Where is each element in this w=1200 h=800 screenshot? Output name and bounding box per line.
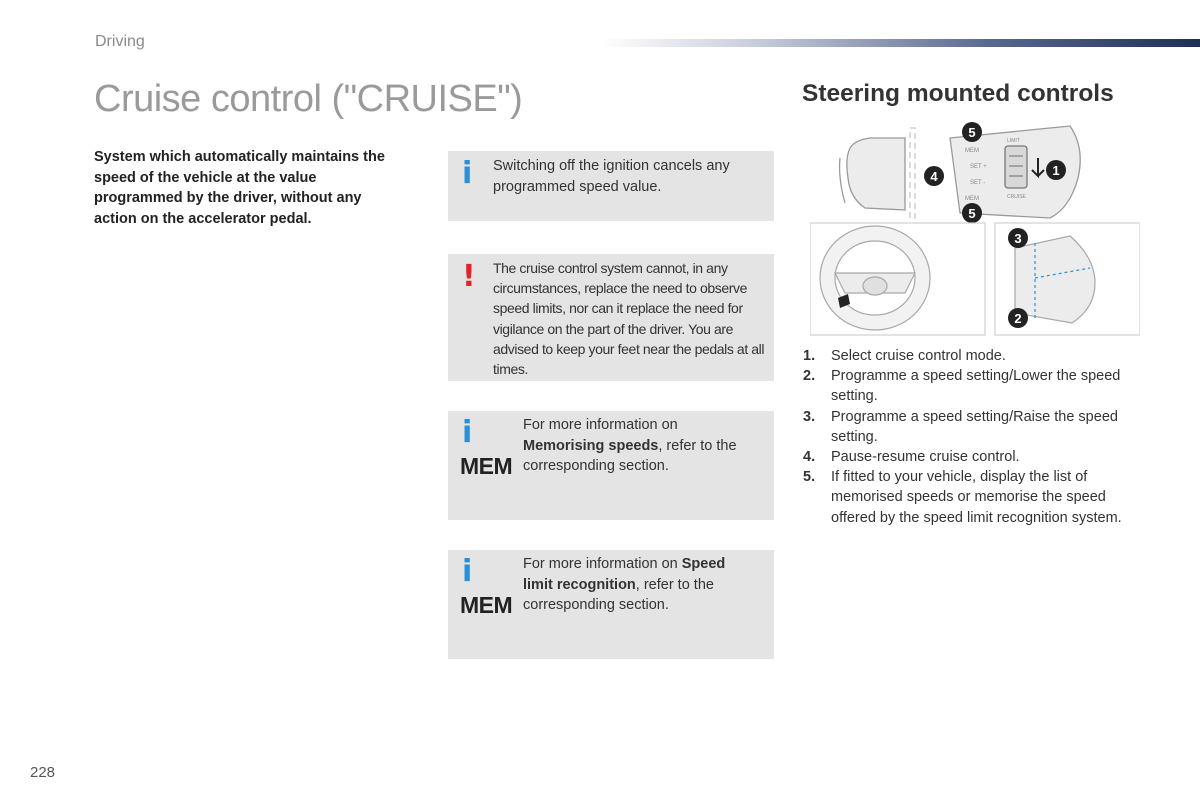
stalk-label-set-plus: SET + bbox=[970, 164, 987, 170]
mem-icon: MEM bbox=[460, 453, 513, 479]
callout-3 bbox=[1008, 228, 1028, 248]
callout-1 bbox=[1046, 160, 1066, 180]
stalk-label-cruise: CRUISE bbox=[1007, 194, 1026, 200]
svg-text:1: 1 bbox=[1052, 163, 1060, 178]
step-item: 5. If fitted to your vehicle, display the list of memorised speeds or memorise the speed offered by the speed limit recognition system. bbox=[803, 469, 1122, 526]
step-item: 1. Select cruise control mode. bbox=[803, 348, 1006, 364]
info-icon: i bbox=[462, 415, 473, 450]
svg-text:5: 5 bbox=[968, 125, 976, 140]
stalk-label-mem: MEM bbox=[965, 148, 979, 154]
controls-title: Steering mounted controls bbox=[802, 80, 1114, 107]
note-text: For more information on Memorising speeds, refer to the corresponding section. bbox=[523, 417, 737, 474]
stalk-label-mem-lower: MEM bbox=[965, 196, 979, 202]
intro-text: System which automatically maintains the speed of the vehicle at the value programmed by the driver, without any action on the accelerator pedal. bbox=[94, 149, 385, 227]
step-item: 2. Programme a speed setting/Lower the speed setting. bbox=[803, 368, 1121, 405]
stalk-label-limit: LIMIT bbox=[1007, 138, 1020, 144]
header-bar bbox=[600, 39, 1200, 47]
note-text: For more information on Speed limit recognition, refer to the corresponding section. bbox=[523, 556, 726, 613]
svg-text:5: 5 bbox=[968, 206, 976, 221]
info-note-speed-limit bbox=[448, 550, 774, 659]
callout-5-top bbox=[962, 122, 982, 142]
callout-4 bbox=[924, 166, 944, 186]
svg-text:2: 2 bbox=[1014, 311, 1022, 326]
callout-5-bottom bbox=[962, 203, 982, 223]
warning-note-cruise bbox=[448, 254, 774, 381]
page-number: 228 bbox=[30, 764, 56, 781]
info-note-ignition bbox=[448, 151, 774, 221]
svg-text:3: 3 bbox=[1014, 231, 1022, 246]
info-note-memorising bbox=[448, 411, 774, 520]
step-item: 4. Pause-resume cruise control. bbox=[803, 449, 1020, 466]
page-title: Cruise control ("CRUISE") bbox=[94, 78, 523, 120]
speed-limit-recognition-link: Speed limit recognition bbox=[523, 556, 726, 593]
mem-icon: MEM bbox=[460, 592, 513, 618]
section-label: Driving bbox=[95, 33, 145, 50]
note-text: The cruise control system cannot, in any circumstances, replace the need to observe speed limits, nor can it replace the need for vigilance on the part of the driver. You are advised to keep your feet near the pedals at all times. bbox=[493, 260, 765, 378]
memorising-speeds-link: Memorising speeds bbox=[523, 437, 659, 454]
info-icon: i bbox=[462, 156, 473, 191]
svg-text:4: 4 bbox=[930, 169, 938, 184]
info-icon: i bbox=[462, 554, 473, 589]
callout-2 bbox=[1008, 308, 1028, 328]
steering-controls-diagram bbox=[810, 118, 1140, 340]
warning-icon: ! bbox=[462, 259, 476, 294]
controls-steps bbox=[803, 346, 1133, 528]
steering-wheel bbox=[810, 223, 985, 335]
note-text: Switching off the ignition cancels any programmed speed value. bbox=[493, 158, 730, 195]
stalk-label-set-minus: SET - bbox=[970, 180, 986, 186]
step-item: 3. Programme a speed setting/Raise the speed setting. bbox=[803, 408, 1118, 445]
stalk-closeup bbox=[840, 126, 1081, 218]
